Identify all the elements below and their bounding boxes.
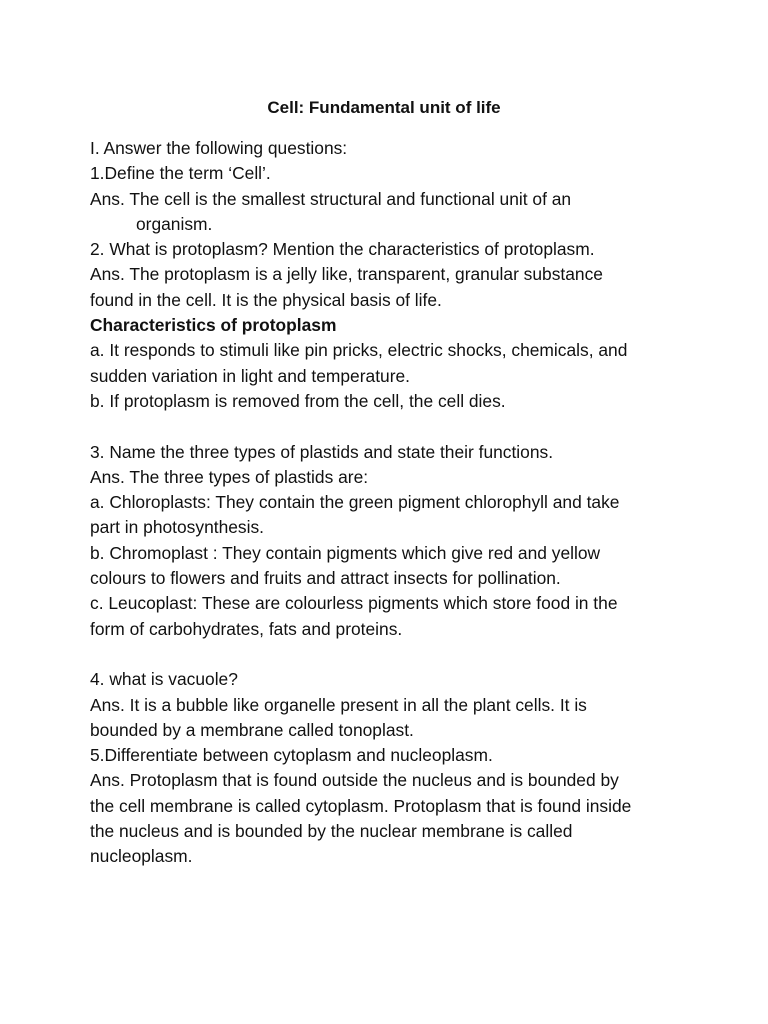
page-title: Cell: Fundamental unit of life: [267, 98, 501, 117]
question-1: 1.Define the term ‘Cell’.: [90, 163, 271, 184]
answer-1-line-1: Ans. The cell is the smallest structural and functional unit of an: [90, 188, 572, 209]
plastid-c-line-1: c. Leucoplast: These are colourless pigments which store food in the: [90, 593, 618, 614]
answer-1-line-2: organism.: [136, 213, 213, 234]
document-body: [90, 136, 680, 870]
blank-line: [90, 414, 680, 439]
plastid-a-line-1: a. Chloroplasts: They contain the green pigment chlorophyll and take: [90, 492, 620, 513]
answer-2-line-2: found in the cell. It is the physical basis of life.: [90, 289, 442, 310]
plastid-b-line-2: colours to flowers and fruits and attract insects for pollination.: [90, 568, 561, 589]
answer-4-line-1: Ans. It is a bubble like organelle present in all the plant cells. It is: [90, 694, 587, 715]
plastid-c-line-2: form of carbohydrates, fats and proteins.: [90, 618, 403, 639]
question-4: 4. what is vacuole?: [90, 669, 238, 690]
answer-2-line-1: Ans. The protoplasm is a jelly like, transparent, granular substance: [90, 264, 603, 285]
answer-5-line-4: nucleoplasm.: [90, 846, 193, 867]
question-5: 5.Differentiate between cytoplasm and nucleoplasm.: [90, 745, 493, 766]
characteristic-a-line-2: sudden variation in light and temperature.: [90, 365, 410, 386]
question-3: 3. Name the three types of plastids and state their functions.: [90, 441, 554, 462]
characteristic-b: b. If protoplasm is removed from the cell, the cell dies.: [90, 390, 506, 411]
characteristic-a-line-1: a. It responds to stimuli like pin pricks, electric shocks, chemicals, and: [90, 340, 628, 361]
characteristics-heading: Characteristics of protoplasm: [90, 315, 337, 336]
blank-line: [90, 642, 680, 667]
answer-5-line-3: the nucleus and is bounded by the nuclear membrane is called: [90, 821, 573, 842]
plastid-b-line-1: b. Chromoplast : They contain pigments which give red and yellow: [90, 542, 601, 563]
question-2: 2. What is protoplasm? Mention the characteristics of protoplasm.: [90, 239, 595, 260]
answer-4-line-2: bounded by a membrane called tonoplast.: [90, 719, 414, 740]
section-heading: I. Answer the following questions:: [90, 138, 348, 158]
answer-5-line-2: the cell membrane is called cytoplasm. Protoplasm that is found inside: [90, 795, 632, 816]
answer-3-intro: Ans. The three types of plastids are:: [90, 466, 369, 487]
answer-5-line-1: Ans. Protoplasm that is found outside the nucleus and is bounded by: [90, 770, 619, 791]
plastid-a-line-2: part in photosynthesis.: [90, 517, 265, 538]
